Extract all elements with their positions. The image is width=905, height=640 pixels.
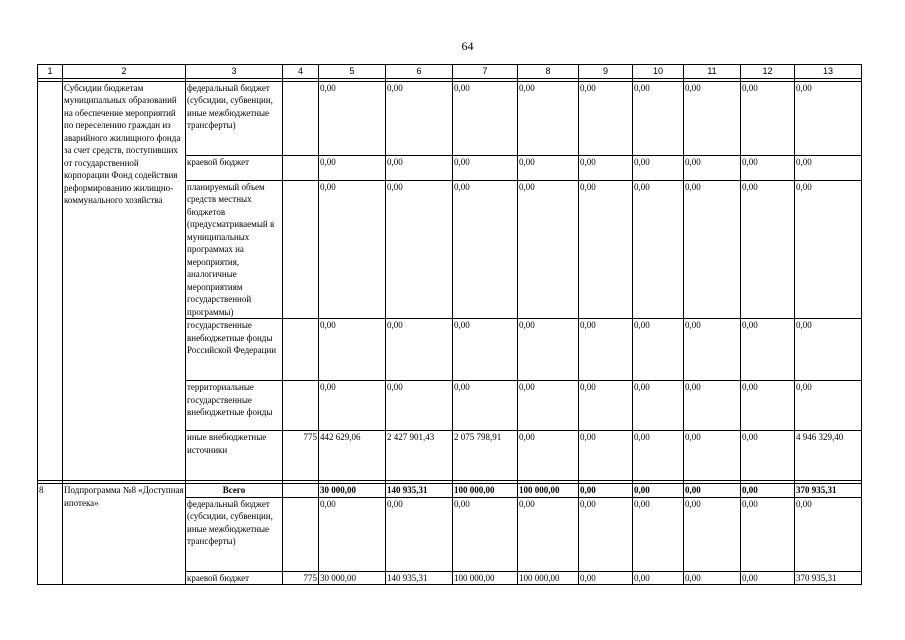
header-cell: 8 [518, 65, 579, 79]
value-cell: 100 000,00 [518, 571, 579, 585]
value-cell: 0,00 [741, 319, 795, 381]
value-cell: 0,00 [579, 431, 633, 481]
value-cell: 0,00 [579, 319, 633, 381]
value-cell: 0,00 [579, 497, 633, 571]
value-cell: 0,00 [386, 497, 453, 571]
row-number-cell [38, 81, 63, 481]
value-cell: 0,00 [579, 484, 633, 498]
value-cell: 0,00 [319, 381, 386, 431]
value-cell: 100 000,00 [518, 484, 579, 498]
funding-source-cell: краевой бюджет [186, 571, 283, 585]
value-cell: 0,00 [518, 497, 579, 571]
value-cell: 0,00 [633, 571, 684, 585]
funding-source-cell: краевой бюджет [186, 155, 283, 180]
code-cell [283, 81, 319, 155]
value-cell: 0,00 [684, 180, 741, 319]
value-cell: 0,00 [386, 155, 453, 180]
header-cell: 1 [38, 65, 63, 79]
value-cell: 0,00 [319, 180, 386, 319]
funding-source-cell: федеральный бюджет (субсидии, субвенции, иные межбюджетные трансферты) [186, 81, 283, 155]
value-cell: 0,00 [684, 81, 741, 155]
value-cell: 0,00 [741, 155, 795, 180]
value-cell: 0,00 [386, 319, 453, 381]
value-cell: 0,00 [319, 155, 386, 180]
value-cell: 0,00 [518, 381, 579, 431]
value-cell: 0,00 [633, 155, 684, 180]
header-cell: 4 [283, 65, 319, 79]
header-cell: 7 [453, 65, 518, 79]
value-cell: 0,00 [684, 497, 741, 571]
value-cell: 0,00 [795, 381, 862, 431]
value-cell: 0,00 [453, 381, 518, 431]
header-cell: 9 [579, 65, 633, 79]
value-cell: 0,00 [579, 571, 633, 585]
value-cell: 0,00 [684, 381, 741, 431]
code-cell [283, 497, 319, 571]
code-cell [283, 180, 319, 319]
value-cell: 0,00 [684, 484, 741, 498]
value-cell: 4 946 329,40 [795, 431, 862, 481]
code-cell [283, 155, 319, 180]
value-cell: 2 075 798,91 [453, 431, 518, 481]
header-cell: 3 [186, 65, 283, 79]
value-cell: 0,00 [684, 431, 741, 481]
program-name-cell: Субсидии бюджетам муниципальных образований на обеспечение мероприятий по переселению граждан из аварийного жилищного фонда за счет средств, поступивших от государственной корпорации Фонд содействия реформированию жилищно-коммунального хозяйства [63, 81, 186, 481]
header-cell: 13 [795, 65, 862, 79]
value-cell: 0,00 [684, 571, 741, 585]
value-cell: 0,00 [741, 381, 795, 431]
value-cell: 0,00 [386, 381, 453, 431]
code-cell: 775 [283, 431, 319, 481]
code-cell [283, 319, 319, 381]
value-cell: 0,00 [453, 319, 518, 381]
value-cell: 0,00 [518, 431, 579, 481]
value-cell: 100 000,00 [453, 571, 518, 585]
value-cell: 100 000,00 [453, 484, 518, 498]
value-cell: 0,00 [795, 497, 862, 571]
code-cell [283, 381, 319, 431]
value-cell: 0,00 [319, 81, 386, 155]
header-cell: 11 [684, 65, 741, 79]
value-cell: 0,00 [795, 155, 862, 180]
value-cell: 0,00 [518, 319, 579, 381]
header-cell: 10 [633, 65, 684, 79]
value-cell: 0,00 [319, 319, 386, 381]
value-cell: 0,00 [579, 180, 633, 319]
value-cell: 442 629,06 [319, 431, 386, 481]
table-row [38, 81, 862, 155]
value-cell: 370 935,31 [795, 484, 862, 498]
value-cell: 0,00 [453, 497, 518, 571]
value-cell: 140 935,31 [386, 484, 453, 498]
value-cell: 0,00 [386, 81, 453, 155]
budget-table [37, 64, 862, 585]
header-cell: 2 [63, 65, 186, 79]
value-cell: 2 427 901,43 [386, 431, 453, 481]
value-cell: 0,00 [684, 155, 741, 180]
value-cell: 0,00 [741, 180, 795, 319]
code-cell: 775 [283, 571, 319, 585]
value-cell: 0,00 [633, 381, 684, 431]
value-cell: 0,00 [795, 319, 862, 381]
value-cell: 0,00 [741, 571, 795, 585]
value-cell: 30 000,00 [319, 571, 386, 585]
value-cell: 30 000,00 [319, 484, 386, 498]
value-cell: 0,00 [633, 81, 684, 155]
value-cell: 0,00 [579, 155, 633, 180]
value-cell: 0,00 [741, 484, 795, 498]
value-cell: 0,00 [579, 381, 633, 431]
value-cell: 0,00 [741, 81, 795, 155]
row-number-cell: 8 [38, 484, 63, 585]
funding-source-cell: Всего [186, 484, 283, 498]
value-cell: 0,00 [453, 155, 518, 180]
funding-source-cell: иные внебюджетные источники [186, 431, 283, 481]
value-cell: 0,00 [795, 180, 862, 319]
value-cell: 0,00 [741, 431, 795, 481]
funding-source-cell: планируемый объем средств местных бюджетов (предусматриваемый в муниципальных программах на мероприятия, аналогичные мероприятиям государственной программы) [186, 180, 283, 319]
value-cell: 370 935,31 [795, 571, 862, 585]
value-cell: 0,00 [633, 431, 684, 481]
value-cell: 0,00 [319, 497, 386, 571]
value-cell: 0,00 [633, 180, 684, 319]
header-cell: 12 [741, 65, 795, 79]
funding-source-cell: территориальные государственные внебюджетные фонды [186, 381, 283, 431]
program-name-cell: Подпрограмма №8 «Доступная ипотека» [63, 484, 186, 585]
value-cell: 0,00 [684, 319, 741, 381]
funding-source-cell: государственные внебюджетные фонды Российской Федерации [186, 319, 283, 381]
value-cell: 0,00 [518, 180, 579, 319]
value-cell: 0,00 [633, 497, 684, 571]
value-cell: 0,00 [453, 81, 518, 155]
value-cell: 0,00 [795, 81, 862, 155]
page-number: 64 [461, 39, 474, 53]
header-row [38, 65, 862, 79]
header-cell: 6 [386, 65, 453, 79]
value-cell: 0,00 [579, 81, 633, 155]
value-cell: 0,00 [518, 155, 579, 180]
value-cell: 0,00 [386, 180, 453, 319]
value-cell: 0,00 [633, 484, 684, 498]
header-cell: 5 [319, 65, 386, 79]
table-row [38, 484, 862, 498]
value-cell: 0,00 [633, 319, 684, 381]
value-cell: 140 935,31 [386, 571, 453, 585]
code-cell [283, 484, 319, 498]
value-cell: 0,00 [518, 81, 579, 155]
funding-source-cell: федеральный бюджет (субсидии, субвенции, иные межбюджетные трансферты) [186, 497, 283, 571]
value-cell: 0,00 [741, 497, 795, 571]
value-cell: 0,00 [453, 180, 518, 319]
